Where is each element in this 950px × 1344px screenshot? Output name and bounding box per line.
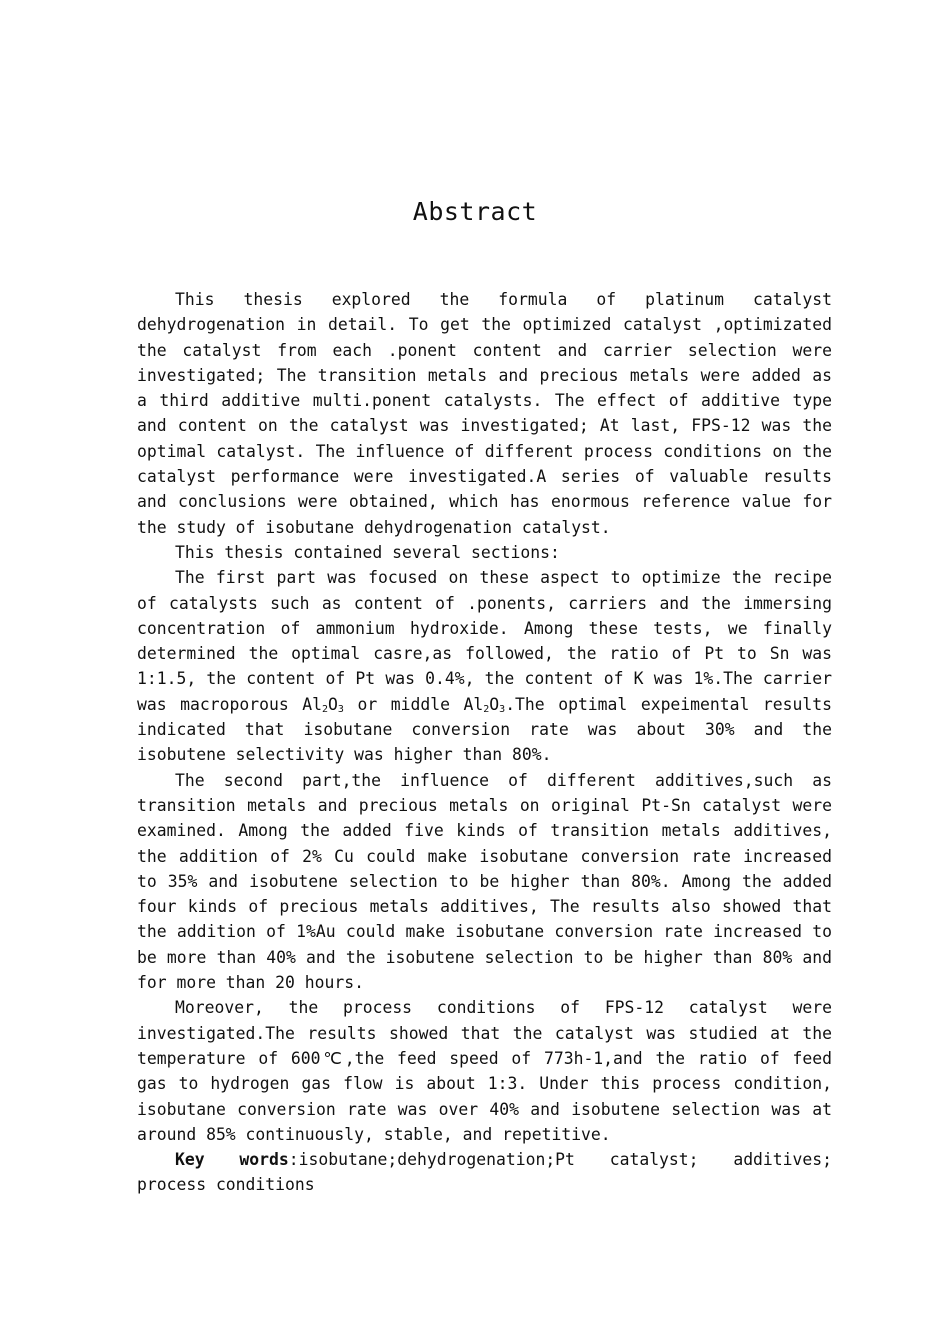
part-one-text-a: The first part was focused on these aspect to optimize the recipe of catalysts such as content of .ponents, carriers and the immersing concentration of ammonium hydroxide. Among these tests, we finally determined the optimal casre,as followed, the ratio of Pt to Sn was 1:1.5, the content of Pt was 0.4%, the content of K was 1%.The carrier was macroporous Al: [137, 568, 832, 714]
paragraph-intro: This thesis explored the formula of platinum catalyst dehydrogenation in detail. To get the optimized catalyst ,optimizated the catalyst from each .ponent content and carrier selection were investigated; The transition metals and precious metals were added as a third additive multi.ponent catalysts. The effect of additive type and content on the catalyst was investigated; At last, FPS-12 was the optimal catalyst. The influence of different process conditions on the catalyst performance were investigated.A series of valuable results and conclusions were obtained, which has enormous reference value for the study of isobutane dehydrogenation catalyst.: [137, 290, 832, 537]
paragraph-keywords: [137, 1147, 832, 1198]
paragraph-part-two: The second part,the influence of different additives,such as transition metals and precious metals on original Pt-Sn catalyst were examined. Among the added five kinds of transition metals additives, the addition of 2% Cu could make isobutane conversion rate increased to 35% and isobutene selection to be higher than 80%. Among the added four kinds of precious metals additives, The results also showed that the addition of 1%Au could make isobutane conversion rate increased to be more than 40% and the isobutene selection to be higher than 80% and for more than 20 hours.: [137, 770, 832, 993]
subscript-3: 3: [499, 703, 506, 715]
abstract-body: [137, 287, 832, 1198]
subscript-2: 2: [321, 703, 329, 715]
paragraph-part-one: [137, 565, 832, 767]
subscript-3: 3: [337, 703, 344, 715]
paragraph-process-conditions: Moreover, the process conditions of FPS-12 catalyst were investigated.The results showed that the catalyst was studied at the temperature of 600℃,the feed speed of 773h-1,and the ratio of feed gas to hydrogen gas flow is about 1:3. Under this process condition, isobutane conversion rate was over 40% and isobutene selection was at around 85% continuously, stable, and repetitive.: [137, 998, 832, 1144]
part-one-text-c: or middle Al: [343, 694, 484, 714]
part-one-text-e: .The optimal expeimental results indicated that isobutane conversion rate was about 30% and the isobutene selectivity was higher than 80%.: [137, 694, 832, 765]
keywords-value: :isobutane;dehydrogenation;Pt catalyst; additives; process conditions: [137, 1150, 833, 1195]
subscript-2: 2: [483, 703, 490, 715]
paragraph-sections: This thesis contained several sections:: [175, 542, 560, 562]
keywords-label: Key words: [175, 1150, 289, 1170]
part-one-text-b: O: [328, 694, 338, 714]
page-title: Abstract: [412, 197, 538, 226]
part-one-text-d: O: [489, 694, 500, 714]
